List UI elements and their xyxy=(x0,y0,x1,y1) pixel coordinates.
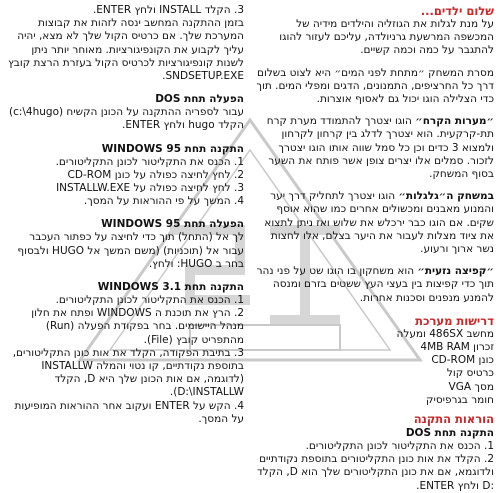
story-lead: ״קפיצה נזעית״ xyxy=(417,265,494,278)
install-step: 2. לחץ לחיצה כפולה על כונן CD-ROM xyxy=(67,168,244,181)
install-step: 4. המשך על פי ההוראות על המסך. xyxy=(83,195,244,208)
intro-text: על מנת לגלות את הגוזליה והילדים מידיה של המכשפה המרשעת גרניולדה, עליכם לעזור להוגו להתגבר על כמה וכמה קשיים. xyxy=(279,18,494,57)
intro-section xyxy=(256,4,494,58)
install-step: 3. הקלד INSTALL ולחץ ENTER. xyxy=(92,4,244,16)
dos-run-section xyxy=(6,92,244,132)
requirement-item: זכרון 4MB RAM xyxy=(420,341,494,354)
requirement-item: כונן CD-ROM xyxy=(431,354,494,367)
install-note: בזמן ההתקנה המחשב ינסה לזהות את קבוצות המערכת שלך. אם כרטיס הקול שלך לא מצא, יהיה עליך לקבוע את הקונפיגורציות. מאוחר יותר ניתן לשנות קונפיגורציות לכרטיס הקול בעזרת הרצת קובץ SNDSETUP.EXE. xyxy=(8,17,244,83)
install-step: 1. הכנס את התקליטור לכונן התקליטורים. xyxy=(55,155,244,168)
win31-install-section xyxy=(6,280,244,426)
story-text: מסרת המשחק ״מתחת לפני המים״ היא לצוט בשלום דרך כל החרציפים, התמנונים, הדגים ומפלי המים. תוך כדי הצלילה הוגו יכול גם לאסוף אוצרות. xyxy=(256,66,494,106)
requirement-item: מסך VGA xyxy=(448,380,494,393)
right-column xyxy=(256,4,494,493)
dos-run-title: הפעלה תחת DOS xyxy=(155,93,244,106)
install-title: הוראות התקנה xyxy=(413,412,494,427)
story-paragraph xyxy=(256,115,494,181)
story-lead: במשחק ה״גלגלות״ xyxy=(398,190,494,203)
story-text: הוא משחקון בו הוגו שט על פני נהר תוך כדי קפיצות בין בעצי העץ ששטים בזרם ומנסה להמנע מנפנים וסכנות אחרות. xyxy=(256,265,494,304)
win31-install-title: התקנה תחת WINDOWS 3.1 xyxy=(97,281,244,294)
requirement-item: חומר בגרפיסיק xyxy=(426,393,494,406)
win95-install-section xyxy=(6,142,244,209)
left-column xyxy=(6,4,244,426)
win95-run-section xyxy=(6,217,244,271)
requirement-item: מחשב 486SX ומעלה xyxy=(396,327,494,340)
win95-run-title: הפעלה תחת WINDOWS 95 xyxy=(101,218,244,231)
story-text: הוגו יצטרך לתחליק דרך יער והמנוע מאבנים ומכשולים אחרים כמו שהוא אוסף שקים. אם הוגו כבר ירכלש את שלוש ואז ניתן לתצוא את ציוד מצלות לעבור את היער בצלם, אלו לחצות נשר ארוך ורעוע. xyxy=(264,190,494,256)
install-step: 1. הכנס את התקליטור לכונן התקליטורים. xyxy=(305,440,494,453)
story-paragraph xyxy=(256,67,494,107)
win95-run-text: לך אל (התחל) תוך כדי לחיצה על כפתור העכבר עבור אל (תוכניות) (משם המשך אל HUGO ולבסוף בחר ב HUGO: ולחץ. xyxy=(17,231,244,270)
story-paragraph xyxy=(256,190,494,256)
dos-install-continued xyxy=(6,4,244,83)
install-step: 3. לחץ לחיצה כפולה על INSTALLW.EXE xyxy=(56,182,244,195)
win95-install-title: התקנה תחת WINDOWS 95 xyxy=(101,142,244,155)
install-step: 1. הכנס את התקליטור לכונן התקליטורים. xyxy=(55,294,244,307)
story-paragraph xyxy=(256,265,494,305)
intro-title: שלום ילדים... xyxy=(420,4,494,18)
install-step: 4. הקש על ENTER ועקוב אחר ההוראות המופיעות על המסך. xyxy=(14,399,244,425)
install-step: 3. בתיבת הפקודה, הקלד את אות כונן התקליטורים, בתוספת נקודתיים, קו נטוי והמלה INSTALLW (לדוגמה, אם אות הכונן שלך היא D, הקלד D:\INSTALLW). xyxy=(12,346,244,399)
install-step: 2. הרץ את תוכנת ה WINDOWS ופתח את חלון מנהל היישומים. בחר בפקודת הפעלה (Run) מהתפריט קובץ (File). xyxy=(31,307,244,346)
install-dos-subtitle: התקנה תחת DOS xyxy=(405,427,494,440)
story-text: הוגו יצטרך להתמודד מערת קרח תת-קרקעית. הוא יצטרך לדלג בין קרחון לקרחון ולמצוא 3 כדים וכן כל סמל שווה אותו הוגו יצטרך לזכור. סמלים אלו יצרים צופן אשר פותח את השער בסוף המשחק. xyxy=(266,115,494,181)
requirements-title: דרישות מערכת xyxy=(415,313,494,328)
install-section xyxy=(256,412,494,493)
dos-run-text: עבור לספריה ההתקנה על הכונן הקשיח (c:\4hugo) הקלד hugo ולחץ ENTER. xyxy=(8,106,244,132)
requirements-section xyxy=(256,314,494,407)
requirement-item: כרטיס קול xyxy=(446,367,494,380)
install-step: 2. הקלד את אות כונן התקליטורים בתוספת נקודתיים ולדוגמא, אם את כונן התקליטורים שלך הוא D, הקלד :D ולחץ ENTER. xyxy=(257,453,494,492)
story-lead: ״מערות הקרח״ xyxy=(415,115,494,128)
